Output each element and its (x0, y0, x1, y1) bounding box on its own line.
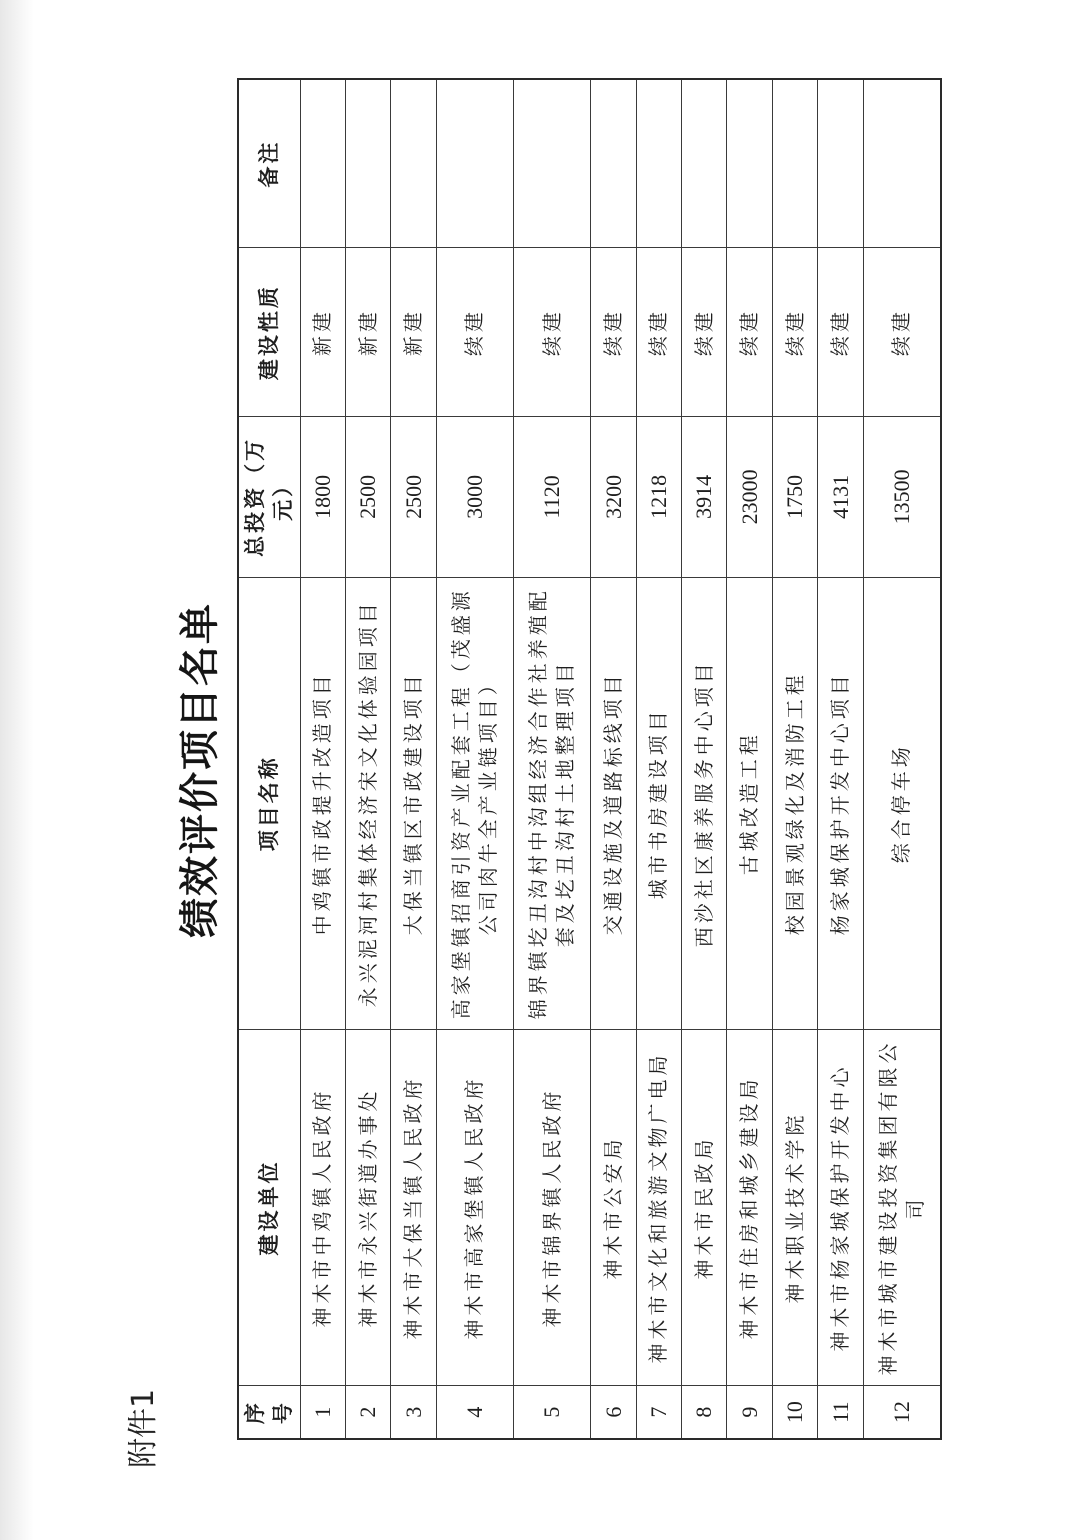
cell-unit: 神木市杨家城保护开发中心 (818, 1029, 863, 1386)
cell-investment: 2500 (391, 417, 436, 578)
cell-nature: 新建 (391, 248, 436, 417)
cell-note (772, 79, 817, 248)
cell-note (514, 79, 591, 248)
cell-seq: 5 (514, 1386, 591, 1439)
cell-seq: 12 (863, 1386, 941, 1439)
cell-seq: 6 (591, 1386, 636, 1439)
table-header-row (238, 79, 300, 1439)
cell-unit: 神木市民政局 (682, 1029, 727, 1386)
header-note: 备注 (238, 79, 300, 248)
cell-note (636, 79, 681, 248)
cell-seq: 11 (818, 1386, 863, 1439)
cell-note (300, 79, 345, 248)
cell-unit: 神木市城市建设投资集团有限公司 (863, 1029, 941, 1386)
table-row (436, 79, 513, 1439)
cell-nature: 新建 (300, 248, 345, 417)
cell-investment: 1750 (772, 417, 817, 578)
cell-project-name: 中鸡镇市政提升改造项目 (300, 577, 345, 1029)
cell-project-name: 杨家城保护开发中心项目 (818, 577, 863, 1029)
cell-project-name: 大保当镇区市政建设项目 (391, 577, 436, 1029)
table-row (636, 79, 681, 1439)
cell-nature: 续建 (772, 248, 817, 417)
cell-project-name: 交通设施及道路标线项目 (591, 577, 636, 1029)
cell-investment: 2500 (346, 417, 391, 578)
cell-note (346, 79, 391, 248)
table-row (682, 79, 727, 1439)
cell-nature: 续建 (682, 248, 727, 417)
cell-unit: 神木市公安局 (591, 1029, 636, 1386)
cell-nature: 续建 (636, 248, 681, 417)
cell-investment: 1218 (636, 417, 681, 578)
cell-investment: 1120 (514, 417, 591, 578)
cell-seq: 9 (727, 1386, 772, 1439)
cell-project-name: 西沙社区康养服务中心项目 (682, 577, 727, 1029)
header-unit: 建设单位 (238, 1029, 300, 1386)
cell-note (863, 79, 941, 248)
table-row (300, 79, 345, 1439)
cell-project-name: 校园景观绿化及消防工程 (772, 577, 817, 1029)
cell-project-name: 综合停车场 (863, 577, 941, 1029)
cell-project-name: 永兴泥河村集体经济宋文化体验园项目 (346, 577, 391, 1029)
cell-unit: 神木市大保当镇人民政府 (391, 1029, 436, 1386)
header-nature: 建设性质 (238, 248, 300, 417)
cell-investment: 13500 (863, 417, 941, 578)
cell-unit: 神木市锦界镇人民政府 (514, 1029, 591, 1386)
cell-note (818, 79, 863, 248)
cell-seq: 8 (682, 1386, 727, 1439)
cell-note (682, 79, 727, 248)
header-seq: 序号 (238, 1386, 300, 1439)
cell-investment: 3000 (436, 417, 513, 578)
cell-note (391, 79, 436, 248)
attachment-label: 附件1 (126, 1388, 161, 1468)
document-title: 绩效评价项目名单 (176, 602, 223, 938)
cell-unit: 神木市高家堡镇人民政府 (436, 1029, 513, 1386)
cell-note (591, 79, 636, 248)
cell-investment: 3914 (682, 417, 727, 578)
cell-investment: 1800 (300, 417, 345, 578)
cell-unit: 神木市文化和旅游文物广电局 (636, 1029, 681, 1386)
cell-nature: 续建 (727, 248, 772, 417)
cell-seq: 7 (636, 1386, 681, 1439)
cell-unit: 神木市中鸡镇人民政府 (300, 1029, 345, 1386)
table-row (727, 79, 772, 1439)
table-row (863, 79, 941, 1439)
cell-project-name: 城市书房建设项目 (636, 577, 681, 1029)
cell-seq: 10 (772, 1386, 817, 1439)
cell-nature: 新建 (346, 248, 391, 417)
cell-nature: 续建 (436, 248, 513, 417)
cell-note (436, 79, 513, 248)
cell-nature: 续建 (863, 248, 941, 417)
cell-investment: 23000 (727, 417, 772, 578)
header-project-name: 项目名称 (238, 577, 300, 1029)
cell-investment: 4131 (818, 417, 863, 578)
header-investment: 总投资（万元） (238, 417, 300, 578)
table-row (346, 79, 391, 1439)
cell-project-name: 锦界镇圪丑沟村中沟组经济合作社养殖配套及圪丑沟村土地整理项目 (514, 577, 591, 1029)
cell-seq: 2 (346, 1386, 391, 1439)
cell-note (727, 79, 772, 248)
cell-nature: 续建 (591, 248, 636, 417)
table-row (514, 79, 591, 1439)
cell-seq: 3 (391, 1386, 436, 1439)
cell-project-name: 古城改造工程 (727, 577, 772, 1029)
cell-seq: 4 (436, 1386, 513, 1439)
table-row (591, 79, 636, 1439)
table-row (818, 79, 863, 1439)
cell-seq: 1 (300, 1386, 345, 1439)
cell-unit: 神木市永兴街道办事处 (346, 1029, 391, 1386)
project-list-table (237, 78, 942, 1440)
cell-project-name: 高家堡镇招商引资产业配套工程（茂盛源公司肉牛全产业链项目） (436, 577, 513, 1029)
table-row (772, 79, 817, 1439)
cell-unit: 神木职业技术学院 (772, 1029, 817, 1386)
cell-nature: 续建 (818, 248, 863, 417)
cell-unit: 神木市住房和城乡建设局 (727, 1029, 772, 1386)
cell-investment: 3200 (591, 417, 636, 578)
table-row (391, 79, 436, 1439)
cell-nature: 续建 (514, 248, 591, 417)
